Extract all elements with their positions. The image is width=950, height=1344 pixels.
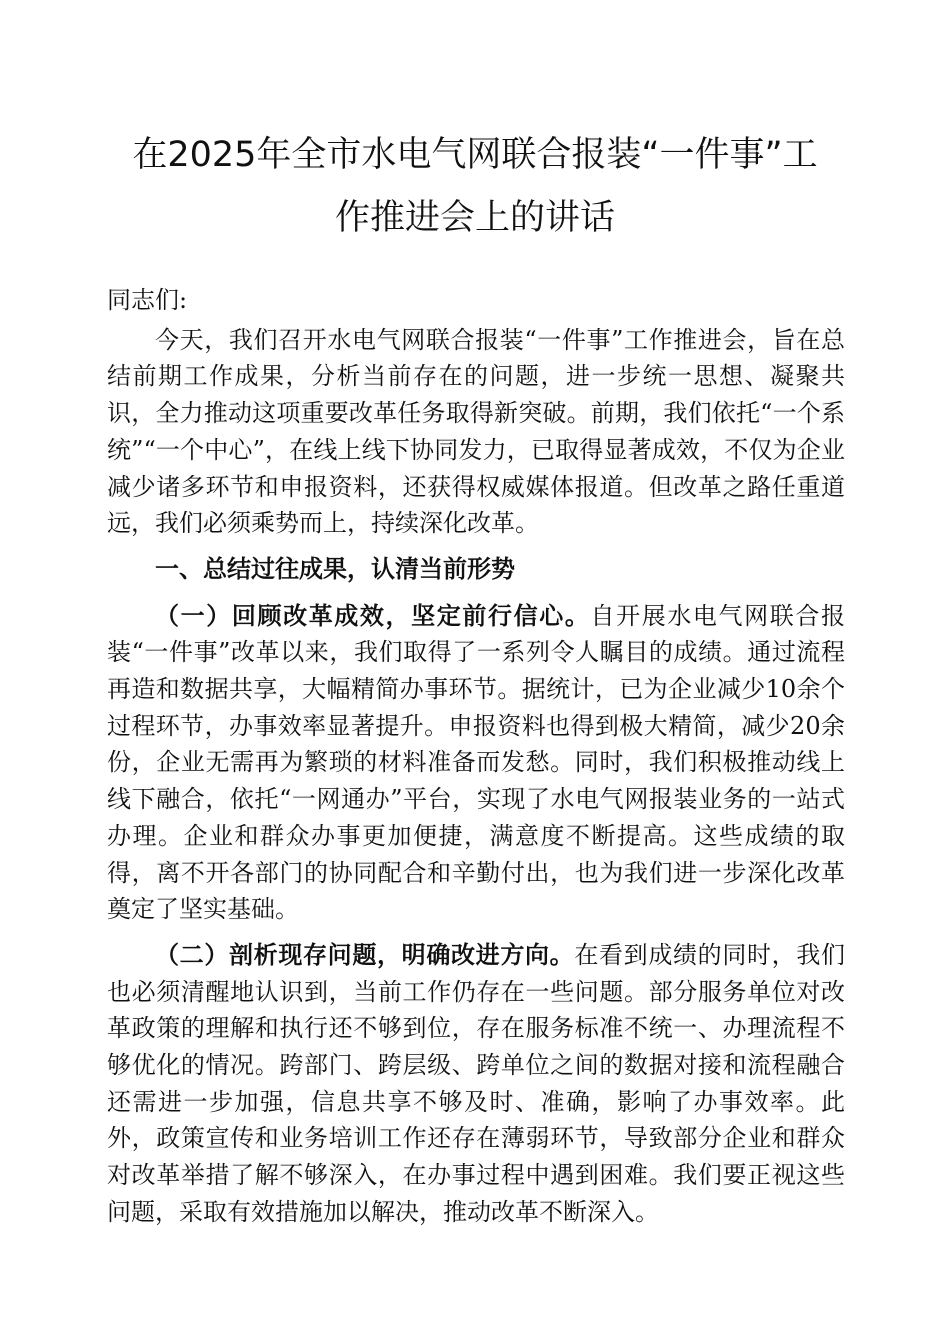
title-line-1: 在2025年全市水电气网联合报装“一件事”工 [132,135,818,175]
subsection-paragraph-2 [107,937,845,1231]
subsection-paragraph-1 [107,598,845,928]
section-heading-1: 一、总结过往成果，认清当前形势 [155,554,515,583]
document-body [107,282,845,1231]
subsection-heading-1: （一）回顾改革成效，坚定前行信心。 [155,601,591,630]
intro-paragraph: 今天，我们召开水电气网联合报装“一件事”工作推进会，旨在总结前期工作成果，分析当前存在的问题，进一步统一思想、凝聚共识，全力推动这项重要改革任务取得新突破。前期，我们依托“一个系统”“一个中心”，在线上线下协同发力，已取得显著成效，不仅为企业减少诸多环节和申报资料，还获得权威媒体报道。但改革之路任重道远，我们必须乘势而上，持续深化改革。 [107,325,845,538]
title-line-2: 作推进会上的讲话 [334,198,615,238]
subsection-text-2: 在看到成绩的同时，我们也必须清醒地认识到，当前工作仍存在一些问题。部分服务单位对改革政策的理解和执行还不够到位，存在服务标准不统一、办理流程不够优化的情况。跨部门、跨层级、跨单位之间的数据对接和流程融合还需进一步加强，信息共享不够及时、准确，影响了办事效率。此外，政策宣传和业务培训工作还存在薄弱环节，导致部分企业和群众对改革举措了解不够深入，在办事过程中遇到困难。我们要正视这些问题，采取有效措施加以解决，推动改革不断深入。 [107,940,846,1226]
document-title [100,124,850,250]
subsection-heading-2: （二）剖析现存问题，明确改进方向。 [155,940,575,969]
subsection-text-1: 自开展水电气网联合报装“一件事”改革以来，我们取得了一系列令人瞩目的成绩。通过流程再造和数据共享，大幅精简办事环节。据统计，已为企业减少10余个过程环节，办事效率显著提升。申报资料也得到极大精简，减少20余份，企业无需再为繁琐的材料准备而发愁。同时，我们积极推动线上线下融合，依托“一网通办”平台，实现了水电气网报装业务的一站式办理。企业和群众办事更加便捷，满意度不断提高。这些成绩的取得，离不开各部门的协同配合和辛勤付出，也为我们进一步深化改革奠定了坚实基础。 [107,601,846,924]
salutation: 同志们: [107,286,188,314]
